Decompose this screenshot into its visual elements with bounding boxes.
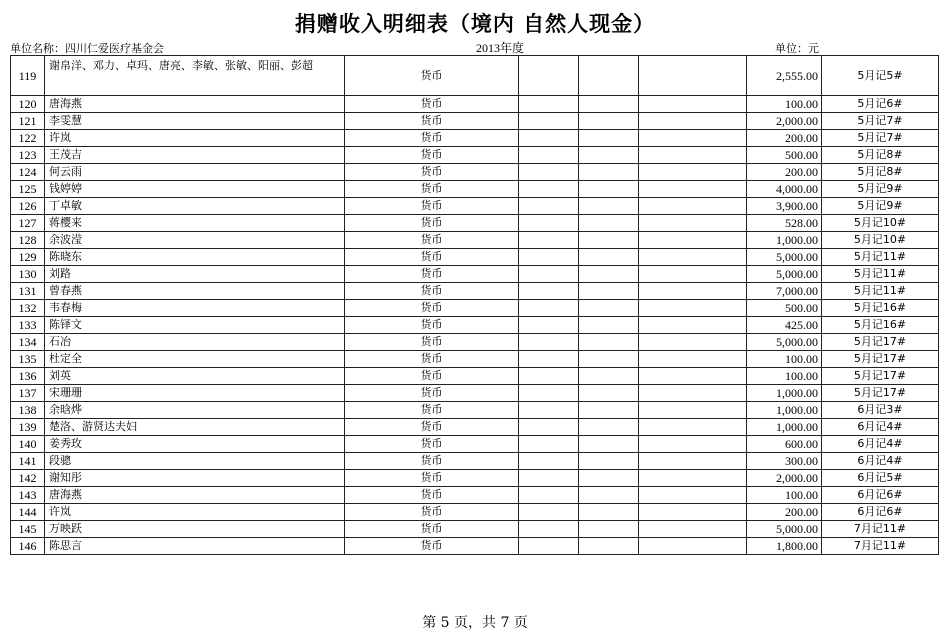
empty-cell <box>639 283 747 300</box>
donation-amount: 1,000.00 <box>747 232 822 249</box>
donation-amount: 5,000.00 <box>747 249 822 266</box>
donation-amount: 1,000.00 <box>747 385 822 402</box>
donation-amount: 2,000.00 <box>747 113 822 130</box>
donor-name: 楚洛、游贤达夫妇 <box>45 419 345 436</box>
donation-type: 货币 <box>345 385 519 402</box>
donation-type: 货币 <box>345 164 519 181</box>
empty-cell <box>579 453 639 470</box>
table-row <box>11 351 939 368</box>
table-row <box>11 436 939 453</box>
donation-amount: 200.00 <box>747 504 822 521</box>
empty-cell <box>639 334 747 351</box>
voucher-reference: 5月记8# <box>822 164 939 181</box>
empty-cell <box>519 317 579 334</box>
empty-cell <box>519 283 579 300</box>
empty-cell <box>519 385 579 402</box>
row-number: 134 <box>11 334 45 351</box>
empty-cell <box>519 198 579 215</box>
empty-cell <box>639 56 747 96</box>
voucher-reference: 6月记3# <box>822 402 939 419</box>
voucher-reference: 5月记16# <box>822 317 939 334</box>
donation-amount: 425.00 <box>747 317 822 334</box>
empty-cell <box>579 266 639 283</box>
donor-name: 刘路 <box>45 266 345 283</box>
donation-amount: 100.00 <box>747 368 822 385</box>
row-number: 128 <box>11 232 45 249</box>
empty-cell <box>639 113 747 130</box>
donor-name: 许岚 <box>45 130 345 147</box>
empty-cell <box>579 198 639 215</box>
donation-type: 货币 <box>345 300 519 317</box>
empty-cell <box>519 504 579 521</box>
donor-name: 谢知彤 <box>45 470 345 487</box>
empty-cell <box>639 232 747 249</box>
voucher-reference: 5月记17# <box>822 334 939 351</box>
donation-amount: 2,000.00 <box>747 470 822 487</box>
table-row <box>11 538 939 555</box>
row-number: 125 <box>11 181 45 198</box>
voucher-reference: 5月记16# <box>822 300 939 317</box>
page-title: 捐赠收入明细表（境内 自然人现金） <box>294 12 656 36</box>
donation-type: 货币 <box>345 249 519 266</box>
donation-type: 货币 <box>345 96 519 113</box>
empty-cell <box>519 147 579 164</box>
voucher-reference: 5月记7# <box>822 130 939 147</box>
donor-name: 何云雨 <box>45 164 345 181</box>
empty-cell <box>639 385 747 402</box>
table-row <box>11 283 939 300</box>
empty-cell <box>579 334 639 351</box>
donor-name: 许岚 <box>45 504 345 521</box>
donor-name: 唐海燕 <box>45 96 345 113</box>
empty-cell <box>579 215 639 232</box>
row-number: 138 <box>11 402 45 419</box>
voucher-reference: 7月记11# <box>822 538 939 555</box>
empty-cell <box>639 351 747 368</box>
empty-cell <box>579 470 639 487</box>
empty-cell <box>519 436 579 453</box>
empty-cell <box>519 96 579 113</box>
voucher-reference: 6月记4# <box>822 436 939 453</box>
empty-cell <box>519 130 579 147</box>
empty-cell <box>579 504 639 521</box>
empty-cell <box>579 487 639 504</box>
table-row <box>11 181 939 198</box>
empty-cell <box>639 521 747 538</box>
table-row <box>11 56 939 96</box>
empty-cell <box>519 266 579 283</box>
row-number: 144 <box>11 504 45 521</box>
table-row <box>11 249 939 266</box>
donation-type: 货币 <box>345 147 519 164</box>
table-row <box>11 164 939 181</box>
donation-type: 货币 <box>345 130 519 147</box>
donation-type: 货币 <box>345 283 519 300</box>
empty-cell <box>519 521 579 538</box>
table-row <box>11 368 939 385</box>
donor-name: 段骢 <box>45 453 345 470</box>
row-number: 137 <box>11 385 45 402</box>
row-number: 120 <box>11 96 45 113</box>
table-row <box>11 232 939 249</box>
empty-cell <box>639 181 747 198</box>
empty-cell <box>639 130 747 147</box>
row-number: 124 <box>11 164 45 181</box>
empty-cell <box>639 249 747 266</box>
empty-cell <box>639 504 747 521</box>
voucher-reference: 6月记6# <box>822 487 939 504</box>
donation-type: 货币 <box>345 351 519 368</box>
donor-name: 蒋樱来 <box>45 215 345 232</box>
donor-name: 石冶 <box>45 334 345 351</box>
row-number: 133 <box>11 317 45 334</box>
table-row <box>11 385 939 402</box>
row-number: 145 <box>11 521 45 538</box>
donation-type: 货币 <box>345 56 519 96</box>
empty-cell <box>579 402 639 419</box>
empty-cell <box>519 164 579 181</box>
donor-name: 余波滢 <box>45 232 345 249</box>
donation-type: 货币 <box>345 266 519 283</box>
table-row <box>11 130 939 147</box>
donation-amount: 7,000.00 <box>747 283 822 300</box>
donation-table <box>10 55 939 555</box>
empty-cell <box>579 436 639 453</box>
empty-cell <box>639 538 747 555</box>
donation-amount: 600.00 <box>747 436 822 453</box>
donation-amount: 4,000.00 <box>747 181 822 198</box>
table-row <box>11 453 939 470</box>
donation-amount: 5,000.00 <box>747 266 822 283</box>
table-row <box>11 317 939 334</box>
currency-unit: 单位：元 <box>775 42 819 55</box>
empty-cell <box>579 300 639 317</box>
voucher-reference: 6月记4# <box>822 419 939 436</box>
table-row <box>11 470 939 487</box>
donation-amount: 500.00 <box>747 300 822 317</box>
voucher-reference: 5月记5# <box>822 56 939 96</box>
empty-cell <box>639 436 747 453</box>
empty-cell <box>639 368 747 385</box>
table-row <box>11 504 939 521</box>
empty-cell <box>639 317 747 334</box>
empty-cell <box>579 419 639 436</box>
row-number: 146 <box>11 538 45 555</box>
voucher-reference: 5月记11# <box>822 266 939 283</box>
empty-cell <box>639 470 747 487</box>
empty-cell <box>519 56 579 96</box>
empty-cell <box>579 130 639 147</box>
donor-name: 陈铎文 <box>45 317 345 334</box>
empty-cell <box>579 351 639 368</box>
voucher-reference: 5月记17# <box>822 385 939 402</box>
donation-type: 货币 <box>345 521 519 538</box>
empty-cell <box>639 198 747 215</box>
voucher-reference: 5月记17# <box>822 368 939 385</box>
row-number: 126 <box>11 198 45 215</box>
empty-cell <box>579 385 639 402</box>
row-number: 121 <box>11 113 45 130</box>
empty-cell <box>639 215 747 232</box>
donation-amount: 1,000.00 <box>747 402 822 419</box>
table-row <box>11 300 939 317</box>
table-row <box>11 419 939 436</box>
empty-cell <box>639 96 747 113</box>
table-row <box>11 113 939 130</box>
donor-name: 唐海燕 <box>45 487 345 504</box>
donation-type: 货币 <box>345 334 519 351</box>
row-number: 140 <box>11 436 45 453</box>
donation-amount: 1,800.00 <box>747 538 822 555</box>
donor-name: 韦春梅 <box>45 300 345 317</box>
empty-cell <box>579 538 639 555</box>
donor-name: 杜定全 <box>45 351 345 368</box>
empty-cell <box>519 249 579 266</box>
donation-type: 货币 <box>345 470 519 487</box>
donation-type: 货币 <box>345 368 519 385</box>
empty-cell <box>639 266 747 283</box>
empty-cell <box>579 249 639 266</box>
table-row <box>11 147 939 164</box>
donor-name: 余晗烨 <box>45 402 345 419</box>
voucher-reference: 6月记4# <box>822 453 939 470</box>
empty-cell <box>519 368 579 385</box>
donor-name: 姜秀玫 <box>45 436 345 453</box>
empty-cell <box>579 232 639 249</box>
empty-cell <box>519 419 579 436</box>
empty-cell <box>519 487 579 504</box>
row-number: 130 <box>11 266 45 283</box>
donation-type: 货币 <box>345 317 519 334</box>
row-number: 142 <box>11 470 45 487</box>
donation-amount: 1,000.00 <box>747 419 822 436</box>
empty-cell <box>579 368 639 385</box>
empty-cell <box>519 453 579 470</box>
donation-amount: 200.00 <box>747 164 822 181</box>
table-row <box>11 96 939 113</box>
donor-name: 钱婷婷 <box>45 181 345 198</box>
voucher-reference: 7月记11# <box>822 521 939 538</box>
empty-cell <box>639 453 747 470</box>
table-row <box>11 487 939 504</box>
row-number: 123 <box>11 147 45 164</box>
empty-cell <box>519 232 579 249</box>
donor-name: 曾春燕 <box>45 283 345 300</box>
table-row <box>11 198 939 215</box>
donation-type: 货币 <box>345 436 519 453</box>
donation-type: 货币 <box>345 113 519 130</box>
empty-cell <box>579 113 639 130</box>
row-number: 132 <box>11 300 45 317</box>
donation-amount: 100.00 <box>747 487 822 504</box>
empty-cell <box>639 419 747 436</box>
donation-amount: 100.00 <box>747 351 822 368</box>
empty-cell <box>579 164 639 181</box>
donation-amount: 100.00 <box>747 96 822 113</box>
voucher-reference: 5月记6# <box>822 96 939 113</box>
voucher-reference: 5月记10# <box>822 215 939 232</box>
donation-type: 货币 <box>345 198 519 215</box>
donation-amount: 300.00 <box>747 453 822 470</box>
donation-type: 货币 <box>345 181 519 198</box>
donation-type: 货币 <box>345 402 519 419</box>
donation-type: 货币 <box>345 504 519 521</box>
donor-name: 李雯慧 <box>45 113 345 130</box>
donor-name: 陈晓东 <box>45 249 345 266</box>
empty-cell <box>519 215 579 232</box>
empty-cell <box>579 147 639 164</box>
fiscal-year: 2013年度 <box>476 41 525 55</box>
voucher-reference: 5月记10# <box>822 232 939 249</box>
row-number: 136 <box>11 368 45 385</box>
table-row <box>11 215 939 232</box>
donation-amount: 3,900.00 <box>747 198 822 215</box>
voucher-reference: 5月记11# <box>822 249 939 266</box>
donation-amount: 528.00 <box>747 215 822 232</box>
donor-name: 刘英 <box>45 368 345 385</box>
table-row <box>11 402 939 419</box>
donation-type: 货币 <box>345 215 519 232</box>
row-number: 122 <box>11 130 45 147</box>
empty-cell <box>579 181 639 198</box>
empty-cell <box>519 334 579 351</box>
donation-type: 货币 <box>345 232 519 249</box>
row-number: 119 <box>11 56 45 96</box>
row-number: 139 <box>11 419 45 436</box>
donor-name: 谢帛洋、邓力、卓玛、唐亮、李敏、张敏、阳丽、彭超 <box>45 56 345 96</box>
donor-name: 陈思言 <box>45 538 345 555</box>
donor-name: 万映跃 <box>45 521 345 538</box>
table-row <box>11 334 939 351</box>
empty-cell <box>579 96 639 113</box>
donation-amount: 5,000.00 <box>747 521 822 538</box>
donor-name: 王茂吉 <box>45 147 345 164</box>
empty-cell <box>639 402 747 419</box>
donation-amount: 200.00 <box>747 130 822 147</box>
empty-cell <box>579 521 639 538</box>
donor-name: 丁卓敏 <box>45 198 345 215</box>
donation-type: 货币 <box>345 453 519 470</box>
donation-type: 货币 <box>345 487 519 504</box>
voucher-reference: 5月记9# <box>822 198 939 215</box>
empty-cell <box>519 113 579 130</box>
voucher-reference: 5月记11# <box>822 283 939 300</box>
empty-cell <box>579 56 639 96</box>
voucher-reference: 5月记9# <box>822 181 939 198</box>
empty-cell <box>639 487 747 504</box>
empty-cell <box>519 402 579 419</box>
donation-amount: 500.00 <box>747 147 822 164</box>
page-number: 第 5 页，共 7 页 <box>422 615 528 631</box>
empty-cell <box>519 300 579 317</box>
voucher-reference: 5月记7# <box>822 113 939 130</box>
row-number: 135 <box>11 351 45 368</box>
voucher-reference: 5月记8# <box>822 147 939 164</box>
row-number: 127 <box>11 215 45 232</box>
donation-type: 货币 <box>345 538 519 555</box>
empty-cell <box>519 181 579 198</box>
donation-type: 货币 <box>345 419 519 436</box>
empty-cell <box>579 283 639 300</box>
empty-cell <box>519 538 579 555</box>
empty-cell <box>579 317 639 334</box>
voucher-reference: 6月记6# <box>822 504 939 521</box>
empty-cell <box>639 164 747 181</box>
empty-cell <box>519 470 579 487</box>
table-row <box>11 266 939 283</box>
row-number: 131 <box>11 283 45 300</box>
empty-cell <box>639 300 747 317</box>
voucher-reference: 5月记17# <box>822 351 939 368</box>
donation-amount: 2,555.00 <box>747 56 822 96</box>
table-row <box>11 521 939 538</box>
row-number: 129 <box>11 249 45 266</box>
organization-label: 单位名称：四川仁爱医疗基金会 <box>10 42 164 55</box>
donation-amount: 5,000.00 <box>747 334 822 351</box>
row-number: 141 <box>11 453 45 470</box>
row-number: 143 <box>11 487 45 504</box>
donor-name: 宋珊珊 <box>45 385 345 402</box>
empty-cell <box>639 147 747 164</box>
empty-cell <box>519 351 579 368</box>
voucher-reference: 6月记5# <box>822 470 939 487</box>
